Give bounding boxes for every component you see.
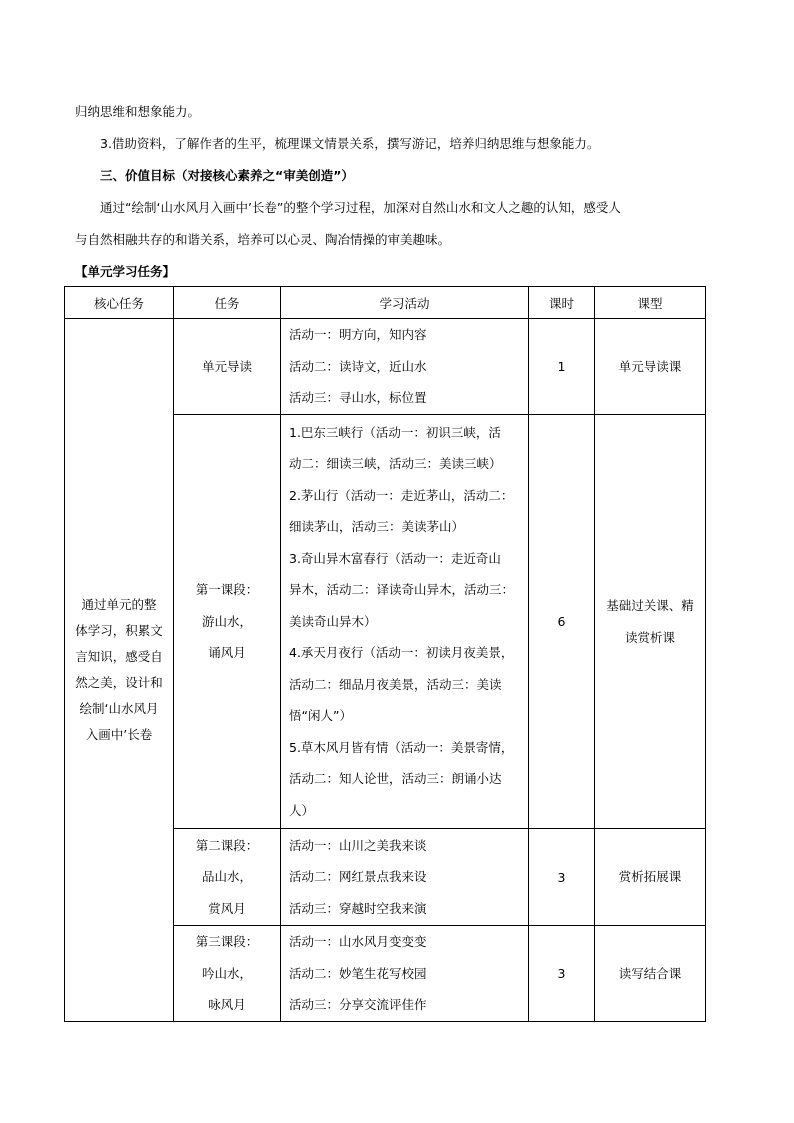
task-line: 游山水，	[201, 613, 252, 629]
activity-cell	[281, 926, 529, 1022]
activity-cell	[281, 829, 529, 926]
lesson-type-line: 赏析拓展课	[618, 869, 682, 885]
activity-line: 动二：细读三峡，活动三：美读三峡）	[289, 456, 502, 472]
activity-cell	[281, 415, 529, 829]
activity-line: 活动三：穿越时空我来演	[289, 900, 427, 916]
task-cell	[174, 319, 281, 415]
value-goal-heading: 三、价值目标（对接核心素养之“审美创造”）	[100, 168, 354, 183]
activity-line: 人）	[289, 802, 315, 818]
unit-task-table	[64, 286, 706, 1022]
activity-line: 活动二：细品月夜美景，活动三：美读	[289, 676, 502, 692]
lesson-type-line: 读赏析课	[624, 629, 675, 645]
hours-cell: 1	[529, 319, 595, 415]
hours-cell: 3	[529, 829, 595, 926]
activity-line: 活动二：妙笔生花写校园	[289, 965, 427, 981]
header-task: 任务	[174, 287, 281, 319]
core-task-line: 然之美，设计和	[75, 675, 163, 690]
activity-line: 活动三：分享交流评佳作	[289, 997, 427, 1013]
task-line: 第二课段：	[195, 837, 259, 853]
task-line: 咏风月	[208, 997, 246, 1013]
activity-line: 1.巴东三峡行（活动一：初识三峡，活	[289, 424, 501, 440]
core-task-cell	[65, 319, 174, 1022]
section-title: 【单元学习任务】	[75, 264, 176, 279]
activity-line: 活动三：寻山水，标位置	[289, 390, 427, 406]
core-task-line: 通过单元的整	[81, 597, 157, 612]
activity-line: 4.承天月夜行（活动一：初读月夜美景，	[289, 645, 514, 661]
activity-line: 3.奇山异木富春行（活动一：走近奇山	[289, 550, 501, 566]
task-line: 第一课段：	[195, 582, 259, 598]
intro-line-1: 归纳思维和想象能力。	[75, 104, 201, 119]
task-line: 第三课段：	[195, 934, 259, 950]
header-core-task: 核心任务	[65, 287, 174, 319]
table-header-row	[65, 287, 706, 319]
lesson-type-cell	[595, 415, 706, 829]
task-line: 诵风月	[208, 645, 246, 661]
core-task-line: 体学习，积累文	[75, 623, 163, 638]
activity-line: 5.草木风月皆有情（活动一：美景寄情，	[289, 739, 514, 755]
task-line: 吟山水，	[201, 965, 252, 981]
table-row	[65, 319, 706, 415]
core-task-line: 绘制‘山水风月	[79, 701, 159, 716]
activity-line: 活动一：山水风月变变变	[289, 934, 427, 950]
core-task-line: 入画中’长卷	[85, 727, 153, 742]
header-lesson-type: 课型	[595, 287, 706, 319]
value-goal-para-line-1: 通过“绘制‘山水风月入画中’长卷”的整个学习过程，加深对自然山水和文人之趣的认知，感受人	[100, 200, 621, 215]
header-activity: 学习活动	[281, 287, 529, 319]
lesson-type-cell	[595, 829, 706, 926]
task-cell	[174, 926, 281, 1022]
activity-line: 活动二：网红景点我来设	[289, 869, 427, 885]
activity-line: 活动二：知人论世，活动三：朗诵小达	[289, 771, 502, 787]
activity-line: 异木，活动二：译读奇山异木，活动三：	[289, 582, 515, 598]
activity-line: 悟“闲人”）	[289, 708, 352, 724]
lesson-type-cell	[595, 319, 706, 415]
lesson-type-line: 基础过关课、精	[606, 598, 694, 613]
task-line: 赏风月	[208, 900, 246, 916]
hours-cell: 3	[529, 926, 595, 1022]
task-line: 品山水，	[201, 869, 252, 885]
header-hours: 课时	[529, 287, 595, 319]
value-goal-para-line-2: 与自然相融共存的和谐关系，培养可以心灵、陶冶情操的审美趣味。	[75, 232, 451, 247]
activity-line: 2.茅山行（活动一：走近茅山，活动二：	[289, 487, 514, 503]
lesson-type-line: 读写结合课	[618, 965, 682, 981]
task-cell	[174, 415, 281, 829]
activity-line: 活动一：山川之美我来谈	[289, 837, 427, 853]
activity-line: 活动一：明方向，知内容	[289, 327, 427, 343]
lesson-type-line: 单元导读课	[618, 358, 682, 374]
activity-line: 细读茅山，活动三：美读茅山）	[289, 519, 465, 535]
intro-line-2: 3.借助资料，了解作者的生平，梳理课文情景关系，撰写游记，培养归纳思维与想象能力。	[100, 136, 600, 151]
activity-line: 活动二：读诗文，近山水	[289, 358, 427, 374]
core-task-line: 言知识，感受自	[75, 649, 163, 664]
task-line: 单元导读	[201, 358, 252, 374]
activity-line: 美读奇山异木）	[289, 613, 377, 629]
lesson-type-cell	[595, 926, 706, 1022]
activity-cell	[281, 319, 529, 415]
hours-cell: 6	[529, 415, 595, 829]
task-cell	[174, 829, 281, 926]
